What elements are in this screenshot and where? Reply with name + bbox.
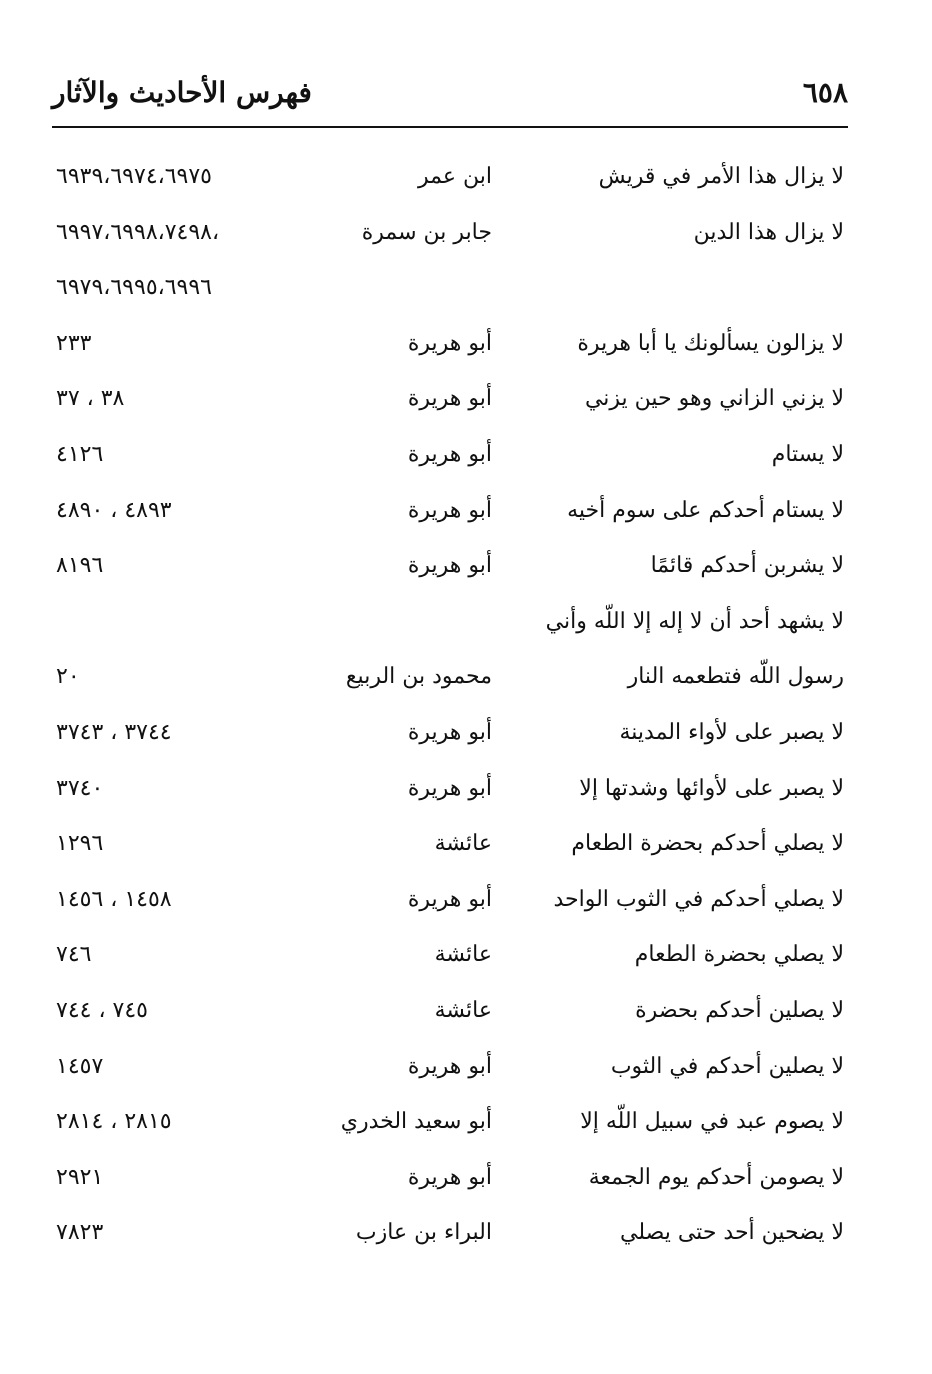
index-entry	[0, 206, 932, 262]
hadith-numbers: ٦٩٧٩،٦٩٩٥،٦٩٩٦	[56, 275, 212, 301]
index-entry	[0, 928, 932, 984]
index-entry	[0, 261, 932, 317]
narrator-name: أبو سعيد الخدري	[340, 1109, 492, 1135]
hadith-text: لا يزال هذا الأمر في قريش	[598, 164, 844, 189]
index-entry	[0, 762, 932, 818]
index-entry	[0, 1095, 932, 1151]
hadith-text: لا يصلين أحدكم في الثوب	[610, 1053, 844, 1079]
hadith-index-list	[0, 150, 932, 1262]
hadith-text: لا يضحين أحد حتى يصلي	[620, 1220, 844, 1246]
hadith-text: لا يصلي أحدكم في الثوب الواحد	[553, 886, 844, 912]
index-entry	[0, 1151, 932, 1207]
narrator-name: أبو هريرة	[407, 719, 492, 745]
hadith-numbers: ٦٩٣٩،٦٩٧٤،٦٩٧٥	[56, 164, 212, 189]
narrator-name: البراء بن عازب	[355, 1220, 492, 1246]
index-entry	[0, 595, 932, 651]
hadith-text: لا يستام أحدكم على سوم أخيه	[567, 497, 844, 523]
hadith-numbers: ١٤٥٧	[56, 1053, 104, 1079]
narrator-name: أبو هريرة	[407, 497, 492, 523]
narrator-name: أبو هريرة	[407, 553, 492, 579]
narrator-name: ابن عمر	[418, 164, 492, 189]
hadith-text: لا يصبر على لأواء المدينة	[619, 719, 844, 745]
hadith-numbers: ٣٧٤٣ ، ٣٧٤٤	[56, 719, 172, 745]
narrator-name: أبو هريرة	[407, 441, 492, 467]
hadith-text: لا يستام	[771, 441, 844, 467]
hadith-text: لا يشربن أحدكم قائمًا	[650, 553, 844, 579]
hadith-numbers: ٣٧٤٠	[56, 775, 104, 801]
hadith-numbers: ٢٣٣	[56, 330, 92, 356]
index-entry	[0, 317, 932, 373]
hadith-numbers: ٨١٩٦	[56, 553, 104, 579]
header-rule	[52, 126, 848, 128]
hadith-text: لا يصلين أحدكم بحضرة	[635, 997, 844, 1023]
narrator-name: أبو هريرة	[407, 1053, 492, 1079]
hadith-text: لا يشهد أحد أن لا إله إلا اللّه وأني	[545, 608, 844, 634]
hadith-numbers: ٤١٢٦	[56, 441, 104, 467]
hadith-numbers: ٧٨٢٣	[56, 1220, 104, 1246]
index-entry	[0, 817, 932, 873]
hadith-numbers	[56, 605, 286, 639]
narrator-name: أبو هريرة	[407, 1164, 492, 1190]
narrator-name: أبو هريرة	[407, 886, 492, 912]
hadith-text: لا يصلي بحضرة الطعام	[634, 942, 844, 968]
hadith-text: لا يزالون يسألونك يا أبا هريرة	[577, 330, 844, 356]
page-header	[52, 70, 848, 118]
hadith-text: لا يصبر على لأوائها وشدتها إلا	[579, 775, 844, 801]
index-entry	[0, 484, 932, 540]
hadith-text: لا يزني الزاني وهو حين يزني	[584, 386, 844, 412]
narrator-name: أبو هريرة	[407, 330, 492, 356]
index-entry	[0, 873, 932, 929]
hadith-numbers: ٣٧ ، ٣٨	[56, 386, 125, 412]
hadith-text: لا يصومن أحدكم يوم الجمعة	[588, 1164, 844, 1190]
index-entry	[0, 650, 932, 706]
narrator-name: عائشة	[434, 831, 492, 857]
hadith-text: لا يزال هذا الدين	[693, 219, 844, 245]
hadith-numbers: ٢٨١٤ ، ٢٨١٥	[56, 1109, 172, 1135]
index-entry	[0, 1040, 932, 1096]
hadith-numbers: ١٢٩٦	[56, 831, 104, 857]
index-entry	[0, 706, 932, 762]
hadith-text: لا يصلي أحدكم بحضرة الطعام	[571, 831, 844, 857]
hadith-text: رسول اللّه فتطعمه النار	[627, 664, 844, 690]
index-entry	[0, 150, 932, 206]
hadith-numbers: ٦٩٩٧،٦٩٩٨،٧٤٩٨،	[56, 219, 220, 245]
narrator-name: جابر بن سمرة	[361, 219, 492, 245]
narrator-name: عائشة	[434, 942, 492, 968]
hadith-numbers: ٧٤٤ ، ٧٤٥	[56, 997, 148, 1023]
index-entry	[0, 984, 932, 1040]
hadith-text: لا يصوم عبد في سبيل اللّه إلا	[580, 1109, 844, 1135]
index-entry	[0, 428, 932, 484]
index-entry	[0, 539, 932, 595]
hadith-numbers: ١٤٥٦ ، ١٤٥٨	[56, 886, 172, 912]
narrator-name: أبو هريرة	[407, 775, 492, 801]
page-number: ٦٥٨	[802, 76, 848, 109]
hadith-numbers: ٢٩٢١	[56, 1164, 104, 1190]
index-entry	[0, 372, 932, 428]
narrator-name: أبو هريرة	[407, 386, 492, 412]
hadith-numbers: ٧٤٦	[56, 942, 92, 968]
narrator-name: عائشة	[434, 997, 492, 1023]
hadith-numbers: ٤٨٩٠ ، ٤٨٩٣	[56, 497, 172, 523]
hadith-numbers: ٢٠	[56, 664, 80, 690]
index-entry	[0, 1206, 932, 1262]
running-title: فهرس الأحاديث والآثار	[52, 76, 312, 109]
narrator-name: محمود بن الربيع	[345, 664, 492, 690]
